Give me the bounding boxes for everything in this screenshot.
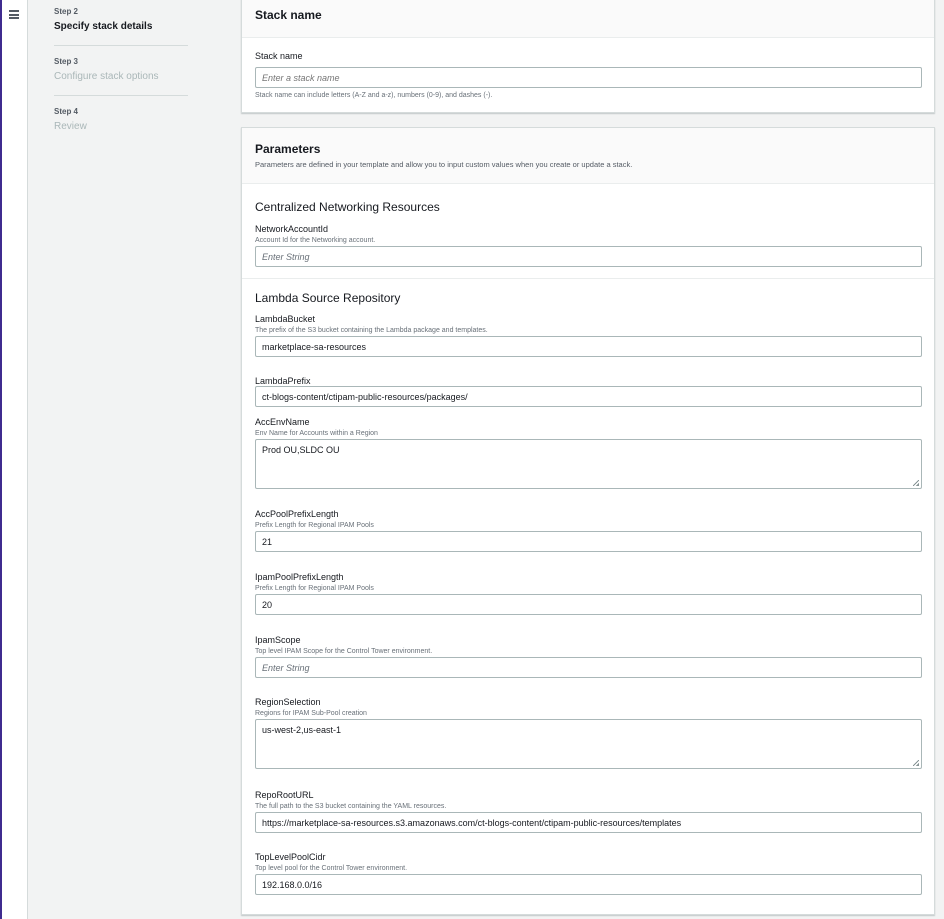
panel-title: Parameters [255, 142, 321, 156]
stack-name-label: Stack name [255, 51, 303, 61]
param-label: AccEnvName [255, 417, 310, 427]
region-selection-textarea[interactable] [255, 719, 922, 769]
divider [54, 45, 188, 46]
input-value: 21 [262, 537, 273, 547]
step-label: Review [54, 121, 87, 132]
parameters-panel [241, 127, 935, 915]
input-placeholder: Enter String [262, 663, 310, 673]
divider [54, 95, 188, 96]
param-description: The prefix of the S3 bucket containing the Lambda package and templates. [255, 327, 488, 334]
stack-name-panel [241, 0, 935, 113]
param-label: LambdaPrefix [255, 376, 311, 386]
panel-description: Parameters are defined in your template and allow you to input custom values when you create or update a stack. [255, 160, 633, 169]
param-description: Account Id for the Networking account. [255, 237, 376, 244]
input-placeholder: Enter String [262, 252, 310, 262]
param-description: Regions for IPAM Sub-Pool creation [255, 710, 367, 717]
side-rail [0, 0, 28, 919]
panel-title: Stack name [255, 8, 322, 22]
panel-header [242, 0, 934, 38]
step-number: Step 3 [54, 57, 79, 66]
input-value: 20 [262, 600, 273, 610]
top-level-pool-cidr-input[interactable] [255, 874, 922, 895]
stack-name-input[interactable] [255, 67, 922, 88]
acc-pool-prefix-length-input[interactable] [255, 531, 922, 552]
panel-header [242, 128, 934, 184]
step-3[interactable] [54, 57, 188, 82]
ipam-scope-input[interactable] [255, 657, 922, 678]
param-description: Top level pool for the Control Tower environment. [255, 865, 408, 872]
param-label: IpamPoolPrefixLength [255, 572, 344, 582]
step-number: Step 2 [54, 7, 79, 16]
param-label: AccPoolPrefixLength [255, 509, 339, 519]
input-value: ct-blogs-content/ctipam-public-resources/packages/ [262, 392, 468, 402]
step-2[interactable] [54, 7, 188, 32]
repo-root-url-input[interactable] [255, 812, 922, 833]
param-label: IpamScope [255, 635, 301, 645]
param-label: LambdaBucket [255, 314, 316, 324]
param-label: RegionSelection [255, 697, 321, 707]
step-number: Step 4 [54, 107, 79, 116]
param-label: TopLevelPoolCidr [255, 852, 326, 862]
acc-env-name-textarea[interactable] [255, 439, 922, 489]
param-label: NetworkAccountId [255, 224, 329, 234]
group-divider [242, 278, 934, 279]
input-value: Prod OU,SLDC OU [262, 445, 340, 455]
lambda-prefix-input[interactable] [255, 386, 922, 407]
input-value: https://marketplace-sa-resources.s3.amazonaws.com/ct-blogs-content/ctipam-public-resources/templates [262, 818, 682, 828]
param-description: Top level IPAM Scope for the Control Tower environment. [255, 648, 433, 655]
ipam-pool-prefix-length-input[interactable] [255, 594, 922, 615]
input-value: us-west-2,us-east-1 [262, 725, 342, 735]
group-title-lambda: Lambda Source Repository [255, 291, 401, 305]
param-description: Prefix Length for Regional IPAM Pools [255, 522, 374, 529]
param-description: Env Name for Accounts within a Region [255, 430, 378, 437]
group-title-networking: Centralized Networking Resources [255, 200, 440, 214]
step-label: Specify stack details [54, 21, 153, 32]
param-label: RepoRootURL [255, 790, 314, 800]
network-account-id-input[interactable] [255, 246, 922, 267]
step-label: Configure stack options [54, 71, 159, 82]
param-description: Prefix Length for Regional IPAM Pools [255, 585, 374, 592]
stack-name-hint: Stack name can include letters (A-Z and a-z), numbers (0-9), and dashes (-). [255, 92, 493, 99]
input-value: 192.168.0.0/16 [262, 880, 323, 890]
hamburger-menu-icon[interactable] [9, 10, 19, 19]
input-value: marketplace-sa-resources [262, 342, 367, 352]
param-description: The full path to the S3 bucket containing the YAML resources. [255, 803, 447, 810]
lambda-bucket-input[interactable] [255, 336, 922, 357]
step-4[interactable] [54, 107, 188, 132]
